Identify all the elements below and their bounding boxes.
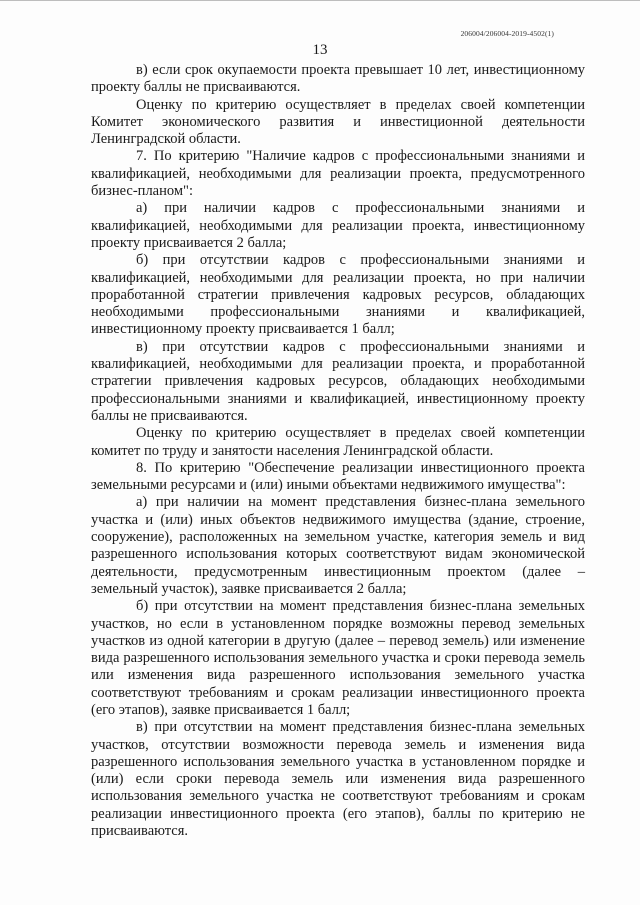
paragraph-8v: в) при отсутствии на момент представления бизнес-плана земельных участков, отсутствии возможности перевода земель и изменения вида разрешенного использования земельного участка в установленном порядке и (или) если сроки перевода земель или изменения вида разрешенного использования земельного участка не соответствуют требованиям и срокам реализации инвестиционного проекта (его этапов), баллы по критерию не присваиваются. <box>91 719 585 840</box>
paragraph-7a: а) при наличии кадров с профессиональными знаниями и квалификацией, необходимыми для реализации проекта, инвестиционному проекту присваивается 2 балла; <box>91 200 585 251</box>
paragraph-6-responsible: Оценку по критерию осуществляет в пределах своей компетенции Комитет экономического развития и инвестиционной деятельности Ленинградской области. <box>91 96 585 148</box>
document-body <box>91 62 585 840</box>
paragraph-7-responsible: Оценку по критерию осуществляет в пределах своей компетенции комитет по труду и занятости населения Ленинградской области. <box>91 425 585 459</box>
paragraph-6v: в) если срок окупаемости проекта превышает 10 лет, инвестиционному проекту баллы не присваиваются. <box>91 62 585 96</box>
paragraph-7: 7. По критерию "Наличие кадров с профессиональными знаниями и квалификацией, необходимыми для реализации проекта, предусмотренного бизнес-планом": <box>91 148 585 200</box>
page-number: 13 <box>312 42 328 58</box>
document-id: 206004/206004-2019-4502(1) <box>460 29 554 38</box>
paragraph-7v: в) при отсутствии кадров с профессиональными знаниями и квалификацией, необходимыми для реализации проекта, и проработанной стратегии привлечения кадровых ресурсов, обладающих необходимыми профессиональными знаниями и квалификацией, инвестиционному проекту баллы не присваиваются. <box>91 338 585 424</box>
paragraph-8a: а) при наличии на момент представления бизнес-плана земельного участка и (или) иных объектов недвижимого имущества (здание, строение, сооружение), расположенных на земельном участке, категория земель и вид разрешенного использования которых соответствуют видам экономической деятельности, предусмотренным инвестиционным проектом (далее – земельный участок), заявке присваивается 2 балла; <box>91 494 585 597</box>
paragraph-8b: б) при отсутствии на момент представления бизнес-плана земельных участков, но если в установленном порядке возможны перевод земельных участков из одной категории в другую (далее – перевод земель) или изменение вида разрешенного использования земельного участка и сроки перевода земель или изменения вида разрешенного использования земельного участка соответствуют требованиям и срокам реализации инвестиционного проекта (его этапов), заявке присваивается 1 балл; <box>91 598 585 718</box>
page-top-edge <box>0 0 640 5</box>
paragraph-7b: б) при отсутствии кадров с профессиональными знаниями и квалификацией, необходимыми для реализации проекта, но при наличии проработанной стратегии привлечения кадровых ресурсов, обладающих необходимыми профессиональными знаниями и квалификацией, инвестиционному проекту присваивается 1 балл; <box>91 252 585 338</box>
paragraph-8: 8. По критерию "Обеспечение реализации инвестиционного проекта земельными ресурсами и (или) иными объектами недвижимого имущества": <box>91 459 585 494</box>
